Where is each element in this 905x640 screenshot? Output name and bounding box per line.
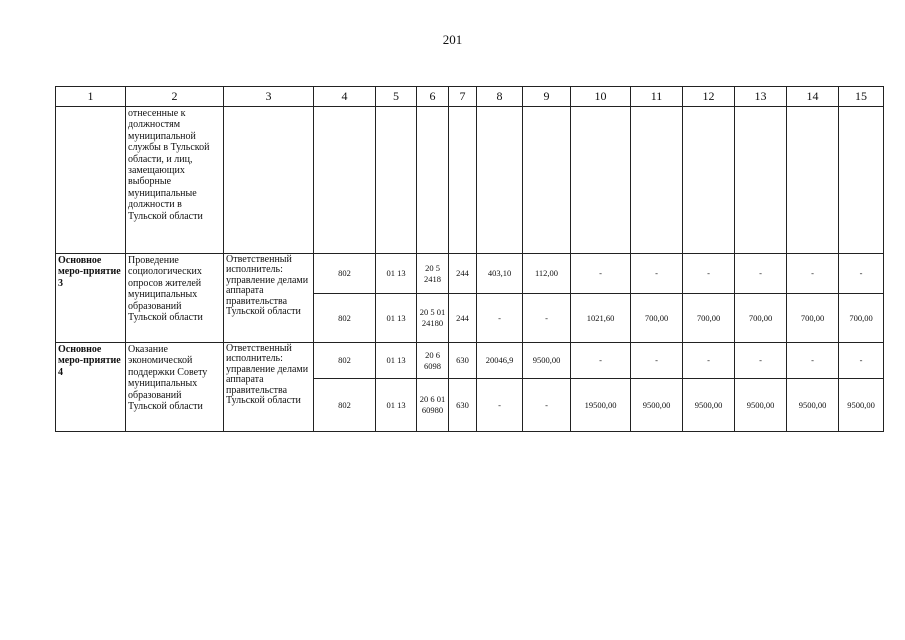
item-title: Основное меро-приятие 3 [56, 254, 126, 343]
cell-c8: - [477, 294, 523, 343]
cell-c11: 700,00 [631, 294, 683, 343]
cell-c11: - [631, 343, 683, 379]
cell-c14: 9500,00 [787, 379, 839, 432]
continuation-text: отнесенные к должностям муниципальной службы в Тульской области, и лиц, замещающих выборные муниципальные должности в Тульской области [126, 107, 224, 254]
cell-c9: - [523, 294, 571, 343]
column-header: 7 [449, 87, 477, 107]
cell-c14: - [787, 254, 839, 294]
empty-cell [571, 107, 631, 254]
cell-c13: - [735, 254, 787, 294]
cell-c15: - [839, 254, 884, 294]
cell-c9: 9500,00 [523, 343, 571, 379]
cell-c6: 20 6 01 60980 [417, 379, 449, 432]
cell-c13: 9500,00 [735, 379, 787, 432]
table-row [56, 254, 884, 294]
cell-c10: 1021,60 [571, 294, 631, 343]
cell-c5: 01 13 [376, 379, 417, 432]
column-header: 1 [56, 87, 126, 107]
column-header: 4 [314, 87, 376, 107]
cell-c11: - [631, 254, 683, 294]
column-header: 10 [571, 87, 631, 107]
column-header: 11 [631, 87, 683, 107]
cell-c8: - [477, 379, 523, 432]
item-title: Основное меро-приятие 4 [56, 343, 126, 432]
table-row [56, 343, 884, 379]
page-number: 201 [442, 32, 463, 47]
item-executor: Ответственный исполнитель: управление делами аппарата правительства Тульской области [224, 343, 314, 432]
item-executor: Ответственный исполнитель: управление делами аппарата правительства Тульской области [224, 254, 314, 343]
item-name: Проведение социологических опросов жителей муниципальных образований Тульской области [126, 254, 224, 343]
cell-c9: 112,00 [523, 254, 571, 294]
empty-cell [376, 107, 417, 254]
cell-c15: 700,00 [839, 294, 884, 343]
cell-c7: 244 [449, 294, 477, 343]
empty-cell [417, 107, 449, 254]
cell-c12: - [683, 254, 735, 294]
cell-c14: 700,00 [787, 294, 839, 343]
cell-c8: 403,10 [477, 254, 523, 294]
column-header: 15 [839, 87, 884, 107]
empty-cell [683, 107, 735, 254]
cell-c7: 244 [449, 254, 477, 294]
empty-cell [787, 107, 839, 254]
empty-cell [56, 107, 126, 254]
cell-c5: 01 13 [376, 254, 417, 294]
cell-c7: 630 [449, 379, 477, 432]
cell-c15: 9500,00 [839, 379, 884, 432]
cell-c6: 20 5 01 24180 [417, 294, 449, 343]
column-header: 3 [224, 87, 314, 107]
empty-cell [631, 107, 683, 254]
cell-c12: - [683, 343, 735, 379]
column-header: 13 [735, 87, 787, 107]
cell-c4: 802 [314, 343, 376, 379]
cell-c5: 01 13 [376, 294, 417, 343]
column-header: 14 [787, 87, 839, 107]
cell-c4: 802 [314, 379, 376, 432]
empty-cell [477, 107, 523, 254]
cell-c10: - [571, 343, 631, 379]
empty-cell [735, 107, 787, 254]
cell-c5: 01 13 [376, 343, 417, 379]
empty-cell [314, 107, 376, 254]
column-header: 5 [376, 87, 417, 107]
header-row [56, 87, 884, 107]
cell-c11: 9500,00 [631, 379, 683, 432]
cell-c4: 802 [314, 254, 376, 294]
cell-c12: 700,00 [683, 294, 735, 343]
column-header: 8 [477, 87, 523, 107]
cell-c13: 700,00 [735, 294, 787, 343]
item-name: Оказание экономической поддержки Совету муниципальных образований Тульской области [126, 343, 224, 432]
continuation-row [56, 107, 884, 254]
empty-cell [523, 107, 571, 254]
cell-c10: 19500,00 [571, 379, 631, 432]
column-header: 12 [683, 87, 735, 107]
column-header: 6 [417, 87, 449, 107]
cell-c14: - [787, 343, 839, 379]
cell-c9: - [523, 379, 571, 432]
cell-c10: - [571, 254, 631, 294]
cell-c6: 20 5 2418 [417, 254, 449, 294]
column-header: 2 [126, 87, 224, 107]
cell-c7: 630 [449, 343, 477, 379]
cell-c8: 20046,9 [477, 343, 523, 379]
empty-cell [839, 107, 884, 254]
cell-c12: 9500,00 [683, 379, 735, 432]
cell-c15: - [839, 343, 884, 379]
column-header: 9 [523, 87, 571, 107]
budget-table [55, 86, 884, 432]
empty-cell [224, 107, 314, 254]
cell-c6: 20 6 6098 [417, 343, 449, 379]
cell-c4: 802 [314, 294, 376, 343]
empty-cell [449, 107, 477, 254]
cell-c13: - [735, 343, 787, 379]
